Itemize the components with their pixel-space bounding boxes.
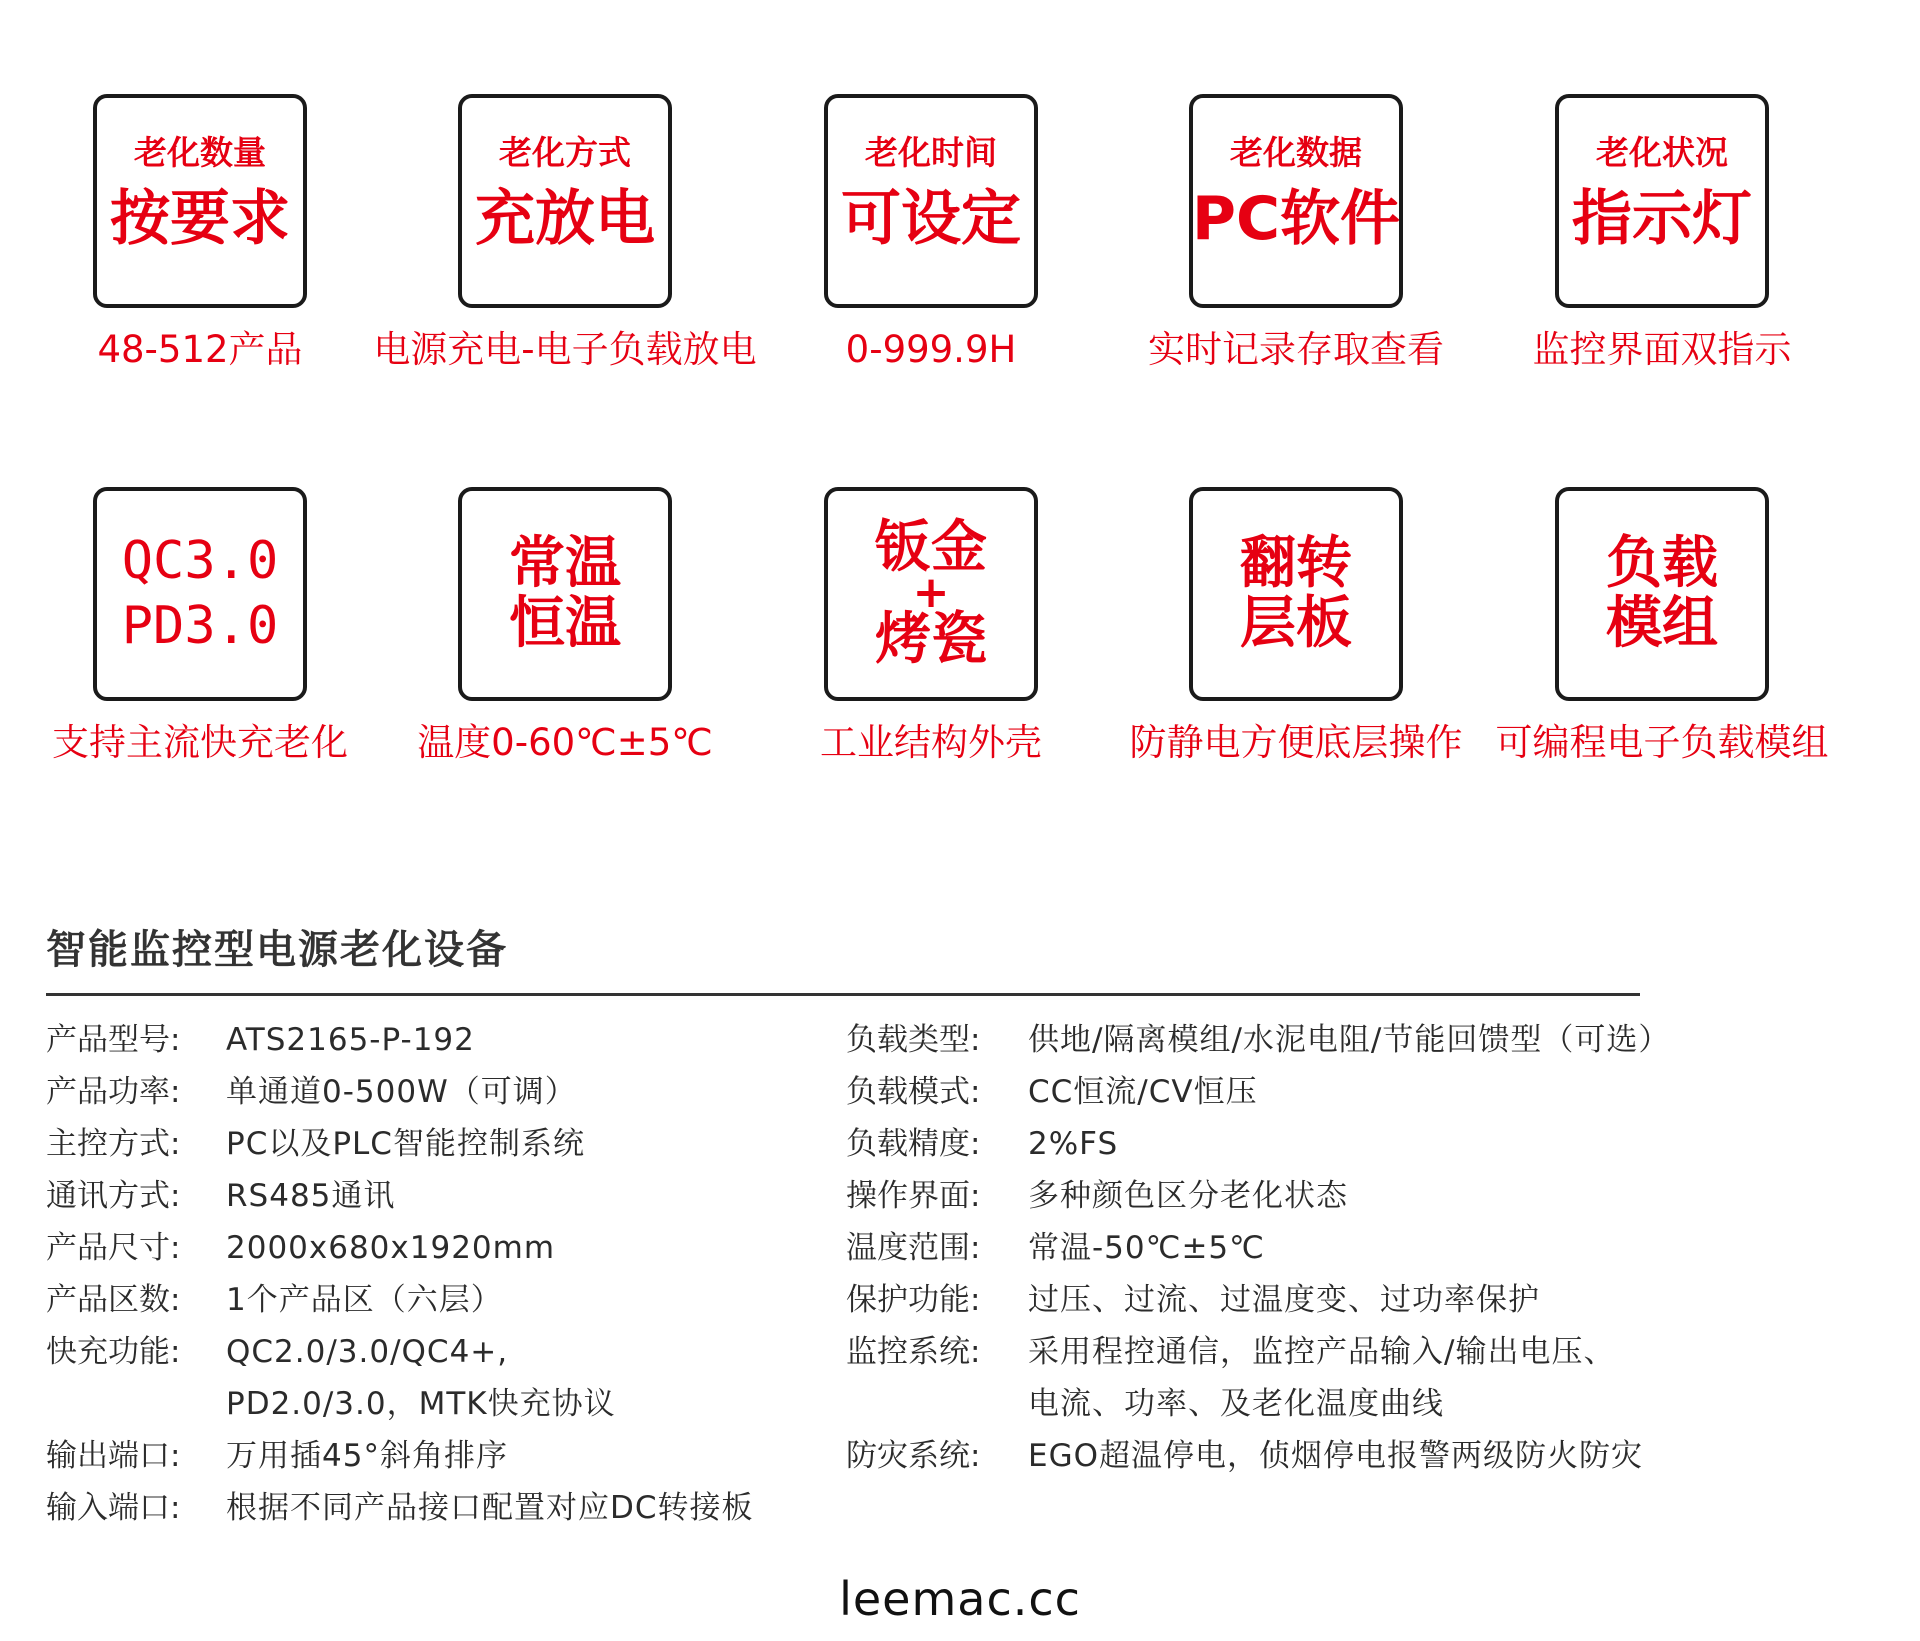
spec-key: 产品功率: bbox=[46, 1074, 181, 1110]
spec-value-line: 采用程控通信，监控产品输入/输出电压、 bbox=[1028, 1334, 1616, 1370]
feature-aging-quantity bbox=[0, 94, 410, 372]
spec-row bbox=[46, 1170, 846, 1222]
feature-value-line1: QC3.0 bbox=[121, 531, 279, 591]
spec-value bbox=[1028, 1430, 1643, 1482]
spec-value bbox=[1028, 1222, 1265, 1274]
feature-label: 老化数据 bbox=[1230, 133, 1362, 173]
spec-value-line: 2000x680x1920mm bbox=[226, 1230, 556, 1266]
spec-key: 监控系统: bbox=[846, 1334, 981, 1370]
spec-row bbox=[846, 1118, 1916, 1170]
feature-value: 可设定 bbox=[841, 184, 1021, 255]
spec-value bbox=[226, 1274, 503, 1326]
feature-aging-status bbox=[1452, 94, 1872, 372]
feature-value-line2: 层板 bbox=[1240, 591, 1352, 656]
feature-label: 老化方式 bbox=[499, 133, 631, 173]
spec-value-line: PD2.0/3.0，MTK快充协议 bbox=[226, 1386, 616, 1422]
feature-caption: 可编程电子负载模组 bbox=[1495, 721, 1829, 764]
spec-value bbox=[1028, 1066, 1258, 1118]
feature-value-line2: 恒温 bbox=[509, 591, 621, 656]
spec-value-line: 常温-50℃±5℃ bbox=[1028, 1230, 1265, 1266]
spec-value bbox=[226, 1482, 754, 1534]
feature-caption: 温度0-60℃±5℃ bbox=[417, 721, 713, 764]
spec-value-line: ATS2165-P-192 bbox=[226, 1022, 475, 1058]
feature-caption: 实时记录存取查看 bbox=[1148, 328, 1444, 371]
spec-row bbox=[46, 1118, 846, 1170]
feature-value-line1: 翻转 bbox=[1240, 530, 1352, 596]
spec-key: 产品型号: bbox=[46, 1022, 181, 1058]
spec-row bbox=[46, 1014, 846, 1066]
spec-key: 操作界面: bbox=[846, 1178, 981, 1214]
feature-value-line2: PD3.0 bbox=[121, 596, 279, 656]
spec-value bbox=[1028, 1326, 1615, 1430]
spec-row bbox=[46, 1274, 846, 1326]
spec-value bbox=[226, 1326, 616, 1430]
feature-value-line1: 常温 bbox=[509, 530, 621, 596]
spec-key: 负载类型: bbox=[846, 1022, 981, 1058]
feature-label: 老化时间 bbox=[865, 133, 997, 173]
feature-flip-shelf bbox=[1086, 487, 1506, 765]
feature-caption: 工业结构外壳 bbox=[820, 721, 1042, 764]
spec-value-line: 电流、功率、及老化温度曲线 bbox=[1028, 1386, 1444, 1422]
spec-value-line: 供地/隔离模组/水泥电阻/节能回馈型（可选） bbox=[1028, 1022, 1671, 1058]
spec-value-line: 过压、过流、过温度变、过功率保护 bbox=[1028, 1282, 1540, 1318]
feature-value: 充放电 bbox=[475, 184, 655, 255]
spec-value-line: CC恒流/CV恒压 bbox=[1028, 1074, 1258, 1110]
spec-value-line: 根据不同产品接口配置对应DC转接板 bbox=[226, 1490, 754, 1526]
spec-value bbox=[226, 1066, 577, 1118]
spec-key: 输出端口: bbox=[46, 1438, 181, 1474]
feature-fast-charge bbox=[0, 487, 410, 765]
spec-row bbox=[46, 1066, 846, 1118]
spec-key: 产品尺寸: bbox=[46, 1230, 181, 1266]
spec-key: 保护功能: bbox=[846, 1282, 981, 1318]
feature-caption: 支持主流快充老化 bbox=[52, 721, 348, 764]
feature-box bbox=[824, 94, 1038, 308]
spec-row bbox=[46, 1222, 846, 1274]
feature-value-line1: 负载 bbox=[1606, 530, 1718, 596]
plus-sign: + bbox=[912, 567, 950, 618]
spec-value-line: EGO超温停电，侦烟停电报警两级防火防灾 bbox=[1028, 1438, 1644, 1474]
feature-value-line1: 钣金 bbox=[875, 514, 987, 580]
spec-row bbox=[46, 1482, 846, 1534]
spec-row bbox=[846, 1274, 1916, 1326]
feature-label: 老化数量 bbox=[134, 133, 266, 173]
feature-value: 按要求 bbox=[110, 184, 290, 255]
feature-caption: 电源充电-电子负载放电 bbox=[373, 328, 757, 371]
divider bbox=[46, 993, 1640, 996]
website-url: leemac.cc bbox=[839, 1572, 1081, 1626]
feature-box bbox=[458, 94, 672, 308]
spec-value-line: 多种颜色区分老化状态 bbox=[1028, 1178, 1348, 1214]
spec-value-line: 2%FS bbox=[1028, 1126, 1119, 1162]
spec-list-right bbox=[846, 1014, 1916, 1482]
spec-row bbox=[846, 1170, 1916, 1222]
spec-value bbox=[1028, 1274, 1540, 1326]
spec-value-line: PC以及PLC智能控制系统 bbox=[226, 1126, 585, 1162]
spec-key: 输入端口: bbox=[46, 1490, 181, 1526]
spec-title: 智能监控型电源老化设备 bbox=[46, 927, 508, 973]
feature-load-module bbox=[1452, 487, 1872, 765]
spec-list-left bbox=[46, 1014, 846, 1534]
feature-caption: 48-512产品 bbox=[97, 328, 303, 371]
spec-key: 产品区数: bbox=[46, 1282, 181, 1318]
spec-row bbox=[846, 1326, 1916, 1430]
feature-box bbox=[824, 487, 1038, 701]
feature-box bbox=[458, 487, 672, 701]
spec-key: 快充功能: bbox=[46, 1334, 181, 1370]
spec-value bbox=[226, 1430, 508, 1482]
feature-value-line2: 烤瓷 bbox=[875, 607, 987, 672]
spec-key: 负载精度: bbox=[846, 1126, 981, 1162]
feature-caption: 0-999.9H bbox=[845, 328, 1017, 371]
feature-value: PC软件 bbox=[1192, 184, 1401, 255]
spec-value bbox=[1028, 1170, 1348, 1222]
spec-row bbox=[46, 1326, 846, 1430]
feature-box bbox=[1189, 487, 1403, 701]
spec-key: 防灾系统: bbox=[846, 1438, 981, 1474]
spec-value bbox=[1028, 1014, 1670, 1066]
feature-box bbox=[1555, 94, 1769, 308]
spec-value bbox=[226, 1014, 475, 1066]
spec-row bbox=[846, 1222, 1916, 1274]
spec-value-line: 单通道0-500W（可调） bbox=[226, 1074, 577, 1110]
feature-label: 老化状况 bbox=[1596, 133, 1728, 173]
spec-value bbox=[226, 1118, 585, 1170]
feature-caption: 监控界面双指示 bbox=[1532, 328, 1792, 371]
feature-value-line2: 模组 bbox=[1606, 591, 1718, 656]
spec-key: 温度范围: bbox=[846, 1230, 981, 1266]
spec-row bbox=[846, 1014, 1916, 1066]
feature-aging-data bbox=[1086, 94, 1506, 372]
spec-value bbox=[1028, 1118, 1118, 1170]
spec-row bbox=[846, 1430, 1916, 1482]
spec-value-line: 万用插45°斜角排序 bbox=[226, 1438, 508, 1474]
feature-box bbox=[1555, 487, 1769, 701]
spec-key: 通讯方式: bbox=[46, 1178, 181, 1214]
feature-value: 指示灯 bbox=[1572, 184, 1752, 255]
spec-value bbox=[226, 1222, 555, 1274]
spec-value-line: RS485通讯 bbox=[226, 1178, 396, 1214]
spec-value bbox=[226, 1170, 395, 1222]
spec-row bbox=[46, 1430, 846, 1482]
feature-box bbox=[93, 94, 307, 308]
feature-aging-method bbox=[355, 94, 775, 372]
feature-box bbox=[1189, 94, 1403, 308]
spec-row bbox=[846, 1066, 1916, 1118]
feature-enclosure bbox=[721, 487, 1141, 765]
spec-value-line: QC2.0/3.0/QC4+, bbox=[226, 1334, 509, 1370]
spec-key: 负载模式: bbox=[846, 1074, 981, 1110]
feature-temperature bbox=[355, 487, 775, 765]
feature-aging-time bbox=[721, 94, 1141, 372]
spec-key: 主控方式: bbox=[46, 1126, 181, 1162]
spec-value-line: 1个产品区（六层） bbox=[226, 1282, 503, 1318]
feature-box bbox=[93, 487, 307, 701]
feature-caption: 防静电方便底层操作 bbox=[1129, 721, 1463, 764]
